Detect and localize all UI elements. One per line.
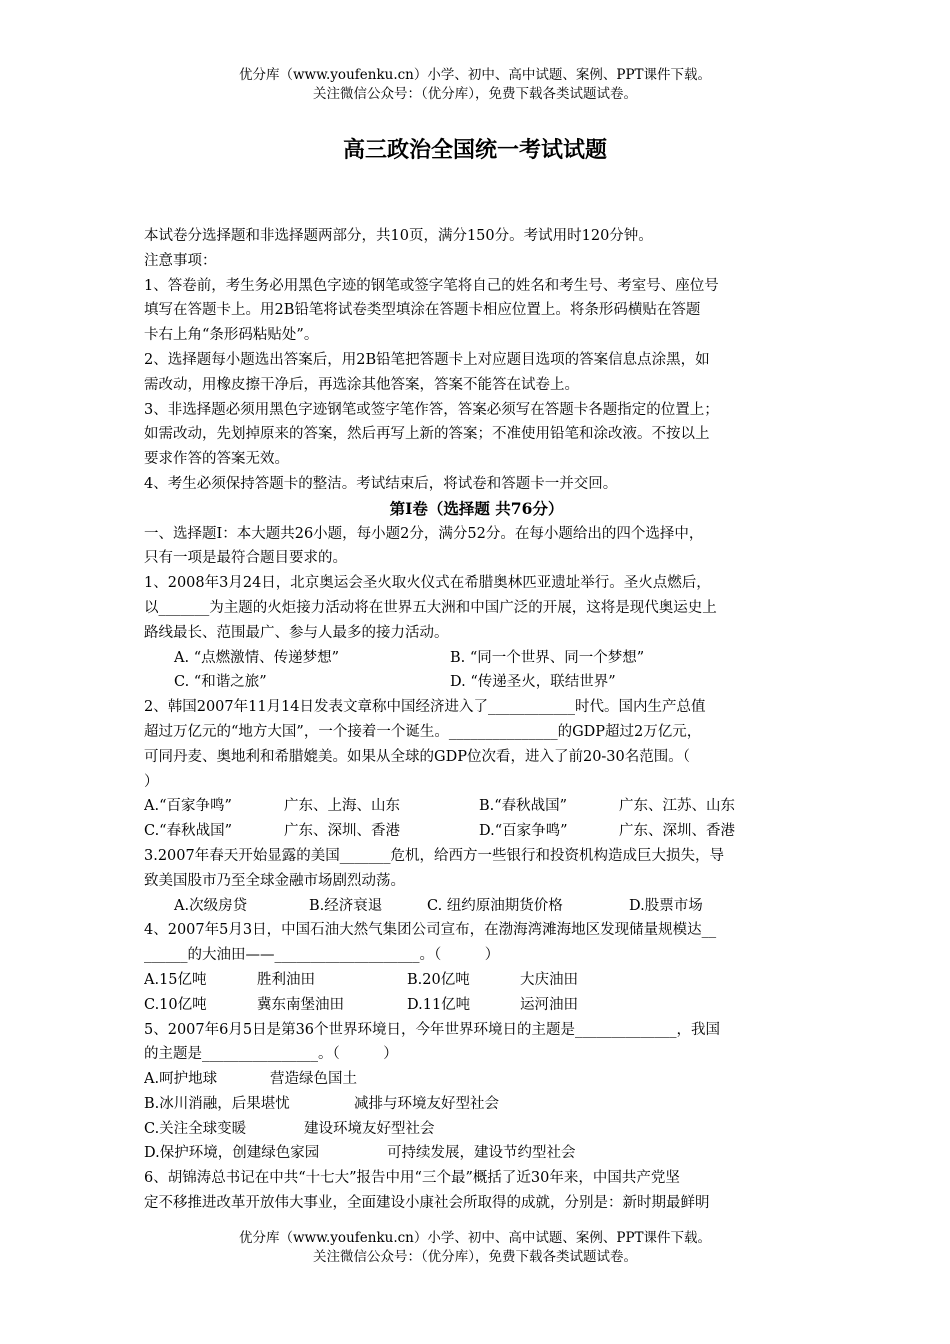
notice-2-line-2: 需改动，用橡皮擦干净后，再选涂其他答案，答案不能答在试卷上。 bbox=[144, 376, 579, 393]
q1-options-row-2 bbox=[144, 670, 809, 695]
q5-option-b bbox=[144, 1092, 809, 1117]
q5-option-c-text: 建设环境友好型社会 bbox=[304, 1120, 435, 1137]
notice-4: 4、考生必须保持答题卡的整洁。考试结束后，将试卷和答题卡一并交回。 bbox=[144, 475, 618, 492]
exam-body bbox=[144, 224, 809, 1216]
q2-option-a-label: A.“百家争鸣” bbox=[144, 798, 232, 815]
q3-stem-line-1: 3.2007年春天开始显露的美国_______危机，给西方一些银行和投资机构造成巨大损失，导 bbox=[144, 847, 724, 864]
notice-1-line-3: 卡右上角“条形码粘贴处”。 bbox=[144, 327, 319, 344]
q4-stem-line-2: ______的大油田——____________________。（ ） bbox=[144, 947, 500, 964]
q3-option-b: B.经济衰退 bbox=[309, 897, 383, 914]
q1-option-c: C. “和谐之旅” bbox=[174, 674, 267, 691]
q5-option-b-text: 减排与环境友好型社会 bbox=[354, 1095, 499, 1112]
notice-1-line-1: 1、答卷前，考生务必用黑色字迹的钢笔或签字笔将自己的姓名和考生号、考室号、座位号 bbox=[144, 277, 719, 294]
q3-option-d: D.股票市场 bbox=[629, 897, 703, 914]
header-line-1: 优分库（www.youfenku.cn）小学、初中、高中试题、案例、PPT课件下载。 bbox=[238, 67, 712, 83]
footer-line-2: 关注微信公众号：（优分库），免费下载各类试题试卷。 bbox=[313, 1249, 637, 1265]
q6-stem-line-2: 定不移推进改革开放伟大事业，全面建设小康社会所取得的成就，分别是：新时期最鲜明 bbox=[144, 1195, 710, 1212]
q2-stem-line-4: ） bbox=[144, 773, 159, 790]
notice-3-line-3: 要求作答的答案无效。 bbox=[144, 451, 289, 468]
q1-stem-line-3: 路线最长、范围最广、参与人最多的接力活动。 bbox=[144, 624, 449, 641]
q2-option-a-text: 广东、上海、山东 bbox=[284, 798, 400, 815]
q2-stem-line-3: 可同丹麦、奥地利和希腊媲美。如果从全球的GDP位次看，进入了前20-30名范围。（ bbox=[144, 748, 691, 765]
notice-2-line-1: 2、选择题每小题选出答案后，用2B铅笔把答题卡上对应题目选项的答案信息点涂黑，如 bbox=[144, 351, 710, 368]
q4-option-d-label: D.11亿吨 bbox=[407, 996, 471, 1013]
footer-line-1: 优分库（www.youfenku.cn）小学、初中、高中试题、案例、PPT课件下载。 bbox=[238, 1230, 712, 1246]
q3-option-c: C. 纽约原油期货价格 bbox=[427, 897, 563, 914]
q4-option-d-text: 运河油田 bbox=[520, 996, 578, 1013]
q3-stem-line-2: 致美国股市乃至全球金融市场剧烈动荡。 bbox=[144, 872, 405, 889]
notice-3-line-1: 3、非选择题必须用黑色字迹钢笔或签字笔作答，答案必须写在答题卡各题指定的位置上； bbox=[144, 401, 719, 418]
q4-option-b-label: B.20亿吨 bbox=[407, 971, 470, 988]
q5-stem-line-1: 5、2007年6月5日是第36个世界环境日，今年世界环境日的主题是______________，我国 bbox=[144, 1021, 721, 1038]
q1-options-row-1 bbox=[144, 646, 809, 671]
q2-option-c-label: C.“春秋战国” bbox=[144, 823, 233, 840]
q2-stem-line-1: 2、韩国2007年11月14日发表文章称中国经济进入了____________时代。国内生产总值 bbox=[144, 699, 706, 716]
q4-options-row-1 bbox=[144, 968, 809, 993]
q5-option-d-label: D.保护环境，创建绿色家园 bbox=[144, 1145, 320, 1162]
q4-option-c-label: C.10亿吨 bbox=[144, 996, 207, 1013]
q1-stem-line-1: 1、2008年3月24日，北京奥运会圣火取火仪式在希腊奥林匹亚遗址举行。圣火点燃后， bbox=[144, 575, 711, 592]
q4-option-a-label: A.15亿吨 bbox=[144, 971, 207, 988]
q2-option-d-text: 广东、深圳、香港 bbox=[619, 823, 735, 840]
notice-label: 注意事项： bbox=[144, 252, 217, 269]
q2-options-row-2 bbox=[144, 819, 809, 844]
q5-option-a-label: A.呵护地球 bbox=[144, 1071, 218, 1088]
q1-option-d: D. “传递圣火，联结世界” bbox=[450, 674, 616, 691]
q4-option-a-text: 胜利油田 bbox=[257, 971, 315, 988]
notice-3-line-2: 如需改动，先划掉原来的答案，然后再写上新的答案；不准使用铅笔和涂改液。不按以上 bbox=[144, 426, 710, 443]
q2-option-b-text: 广东、江苏、山东 bbox=[619, 798, 735, 815]
section-1-desc-line-2: 只有一项是最符合题目要求的。 bbox=[144, 550, 347, 567]
page-title: 高三政治全国统一考试试题 bbox=[342, 137, 607, 163]
q2-stem-line-2: 超过万亿元的“地方大国”，一个接着一个诞生。_______________的GDP超过2万亿元， bbox=[144, 723, 702, 740]
q2-option-b-label: B.“春秋战国” bbox=[479, 798, 568, 815]
q3-options-row bbox=[144, 894, 809, 919]
notice-1-line-2: 填写在答题卡上。用2B铅笔将试卷类型填涂在答题卡相应位置上。将条形码横贴在答题 bbox=[144, 302, 701, 319]
q5-option-c-label: C.关注全球变暖 bbox=[144, 1120, 247, 1137]
q5-option-b-label: B.冰川消融，后果堪忧 bbox=[144, 1095, 290, 1112]
q5-option-a bbox=[144, 1067, 809, 1092]
q6-stem-line-1: 6、胡锦涛总书记在中共“十七大”报告中用“三个最”概括了近30年来，中国共产党坚 bbox=[144, 1170, 680, 1187]
q5-stem-line-2: 的主题是________________。（ ） bbox=[144, 1046, 398, 1063]
q4-stem-line-1: 4、2007年5月3日，中国石油大然气集团公司宣布，在渤海湾滩海地区发现储量规模达__ bbox=[144, 922, 717, 939]
q3-option-a: A.次级房贷 bbox=[174, 897, 248, 914]
section-1-desc-line-1: 一、选择题Ⅰ：本大题共26小题，每小题2分，满分52分。在每小题给出的四个选择中， bbox=[144, 525, 704, 542]
q5-option-a-text: 营造绿色国土 bbox=[270, 1071, 357, 1088]
q4-option-b-text: 大庆油田 bbox=[520, 971, 578, 988]
q2-option-d-label: D.“百家争鸣” bbox=[479, 823, 568, 840]
section-1-title: 第Ⅰ卷（选择题 共76分） bbox=[389, 498, 564, 518]
q4-options-row-2 bbox=[144, 993, 809, 1018]
q5-option-c bbox=[144, 1117, 809, 1142]
q5-option-d-text: 可持续发展，建设节约型社会 bbox=[387, 1145, 576, 1162]
intro-line: 本试卷分选择题和非选择题两部分，共10页，满分150分。考试用时120分钟。 bbox=[144, 228, 653, 244]
header-line-2: 关注微信公众号：（优分库），免费下载各类试题试卷。 bbox=[313, 86, 637, 102]
q1-option-a: A. “点燃激情、传递梦想” bbox=[174, 649, 340, 666]
q2-option-c-text: 广东、深圳、香港 bbox=[284, 823, 400, 840]
q4-option-c-text: 冀东南堡油田 bbox=[257, 996, 344, 1013]
q1-option-b: B. “同一个世界、同一个梦想” bbox=[450, 649, 645, 666]
q5-option-d bbox=[144, 1141, 809, 1166]
q1-stem-line-2: 以_______为主题的火炬接力活动将在世界五大洲和中国广泛的开展，这将是现代奥运史上 bbox=[144, 599, 717, 616]
q2-options-row-1 bbox=[144, 794, 809, 819]
